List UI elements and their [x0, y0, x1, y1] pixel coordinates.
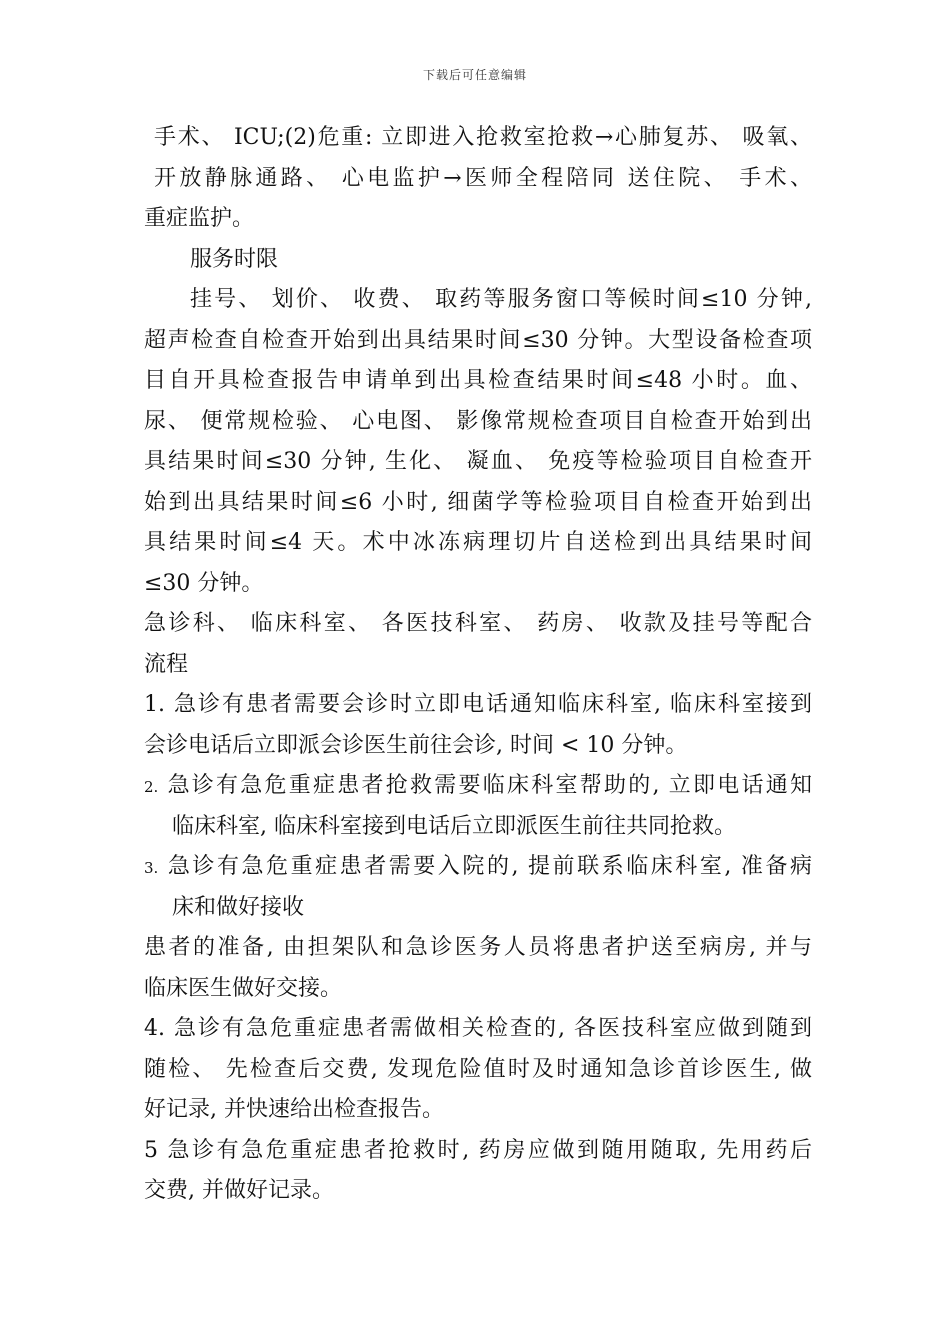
text-line: 好记录, 并快速给出检查报告。: [144, 1097, 444, 1122]
section-heading: 流程: [144, 651, 189, 677]
section-heading: 急诊科、 临床科室、 各医技科室、 药房、 收款及挂号等配合: [144, 611, 812, 636]
list-item-text: 急诊有急危重症患者抢救需要临床科室帮助的, 立即电话通知: [167, 773, 812, 798]
text-line: 尿、 便常规检验、 心电图、 影像常规检查项目自检查开始到出: [144, 408, 812, 434]
text-line: 会诊电话后立即派会诊医生前往会诊, 时间 < 10 分钟。: [144, 732, 688, 758]
item-number: 3.: [144, 859, 159, 877]
text-line: 具结果时间≤30 分钟, 生化、 凝血、 免疫等检验项目自检查开: [144, 449, 812, 474]
text-line: 重症监护。: [144, 206, 255, 231]
section-heading: 服务时限: [190, 246, 279, 272]
text-line: 手术、 ICU;(2)危重: 立即进入抢救室抢救→心肺复苏、 吸氧、: [154, 125, 812, 150]
text-line: 始到出具结果时间≤6 小时, 细菌学等检验项目自检查开始到出: [144, 489, 812, 515]
list-item: 5 急诊有急危重症患者抢救时, 药房应做到随用随取, 先用药后: [144, 1137, 812, 1163]
text-line: 目自开具检查报告申请单到出具检查结果时间≤48 小时。血、: [144, 368, 812, 393]
text-line: ≤30 分钟。: [144, 570, 264, 596]
item-number: 2.: [144, 778, 159, 796]
text-line: 超声检查自检查开始到出具结果时间≤30 分钟。大型设备检查项: [144, 327, 812, 353]
text-line: 床和做好接收: [172, 894, 305, 920]
text-line: 挂号、 划价、 收费、 取药等服务窗口等候时间≤10 分钟,: [190, 287, 812, 312]
text-line: 随检、 先检查后交费, 发现危险值时及时通知急诊首诊医生, 做: [144, 1056, 812, 1082]
list-item: [144, 766, 812, 807]
text-line: 交费, 并做好记录。: [144, 1178, 334, 1203]
text-line: 患者的准备, 由担架队和急诊医务人员将患者护送至病房, 并与: [144, 935, 812, 960]
text-line: 开放静脉通路、 心电监护→医师全程陪同 送住院、 手术、: [154, 165, 812, 191]
text-line: 临床科室, 临床科室接到电话后立即派医生前往共同抢救。: [172, 813, 736, 839]
list-item: 1. 急诊有患者需要会诊时立即电话通知临床科室, 临床科室接到: [144, 692, 812, 717]
list-item-text: 急诊有急危重症患者需要入院的, 提前联系临床科室, 准备病: [167, 854, 812, 879]
list-item: [144, 847, 812, 888]
page-header: 下载后可任意编辑: [422, 68, 527, 82]
text-line: 具结果时间≤4 天。术中冰冻病理切片自送检到出具结果时间: [144, 530, 812, 555]
document-body: [144, 118, 812, 1212]
list-item: 4. 急诊有急危重症患者需做相关检查的, 各医技科室应做到随到: [144, 1016, 812, 1041]
text-line: 临床医生做好交接。: [144, 975, 343, 1001]
